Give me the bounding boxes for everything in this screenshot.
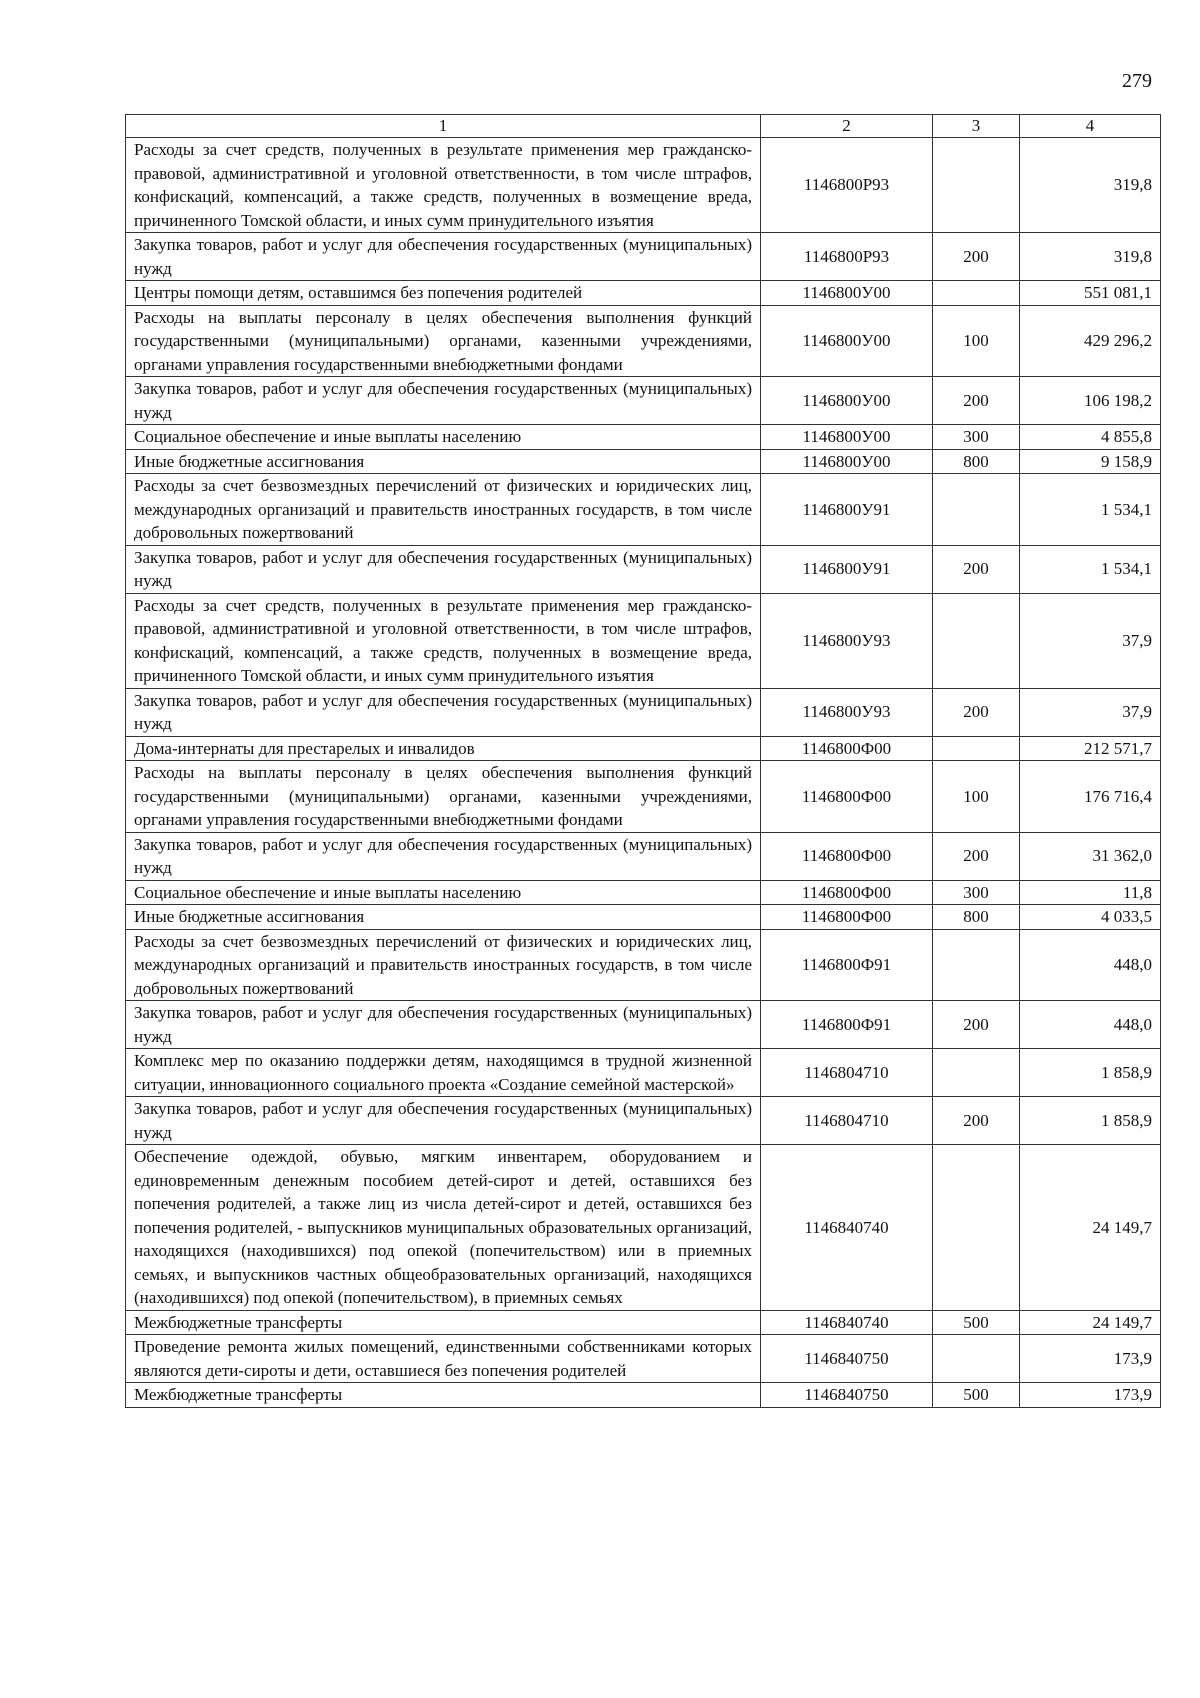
table-row	[126, 281, 1161, 306]
row-description: Расходы на выплаты персоналу в целях обеспечения выполнения функций государственными (муниципальными) органами, казенными учреждениями, органами управления государственными внебюджетными фондами	[126, 305, 761, 377]
row-description: Дома-интернаты для престарелых и инвалидов	[126, 736, 761, 761]
column-header: 2	[761, 115, 933, 138]
row-description: Закупка товаров, работ и услуг для обеспечения государственных (муниципальных) нужд	[126, 1097, 761, 1145]
table-row	[126, 425, 1161, 450]
table-header-row	[126, 115, 1161, 138]
row-target-code: 1146840740	[761, 1310, 933, 1335]
row-amount: 1 858,9	[1020, 1049, 1161, 1097]
row-amount: 319,8	[1020, 233, 1161, 281]
row-target-code: 1146840740	[761, 1145, 933, 1311]
row-target-code: 1146800Ф00	[761, 761, 933, 833]
row-description: Закупка товаров, работ и услуг для обеспечения государственных (муниципальных) нужд	[126, 545, 761, 593]
row-amount: 551 081,1	[1020, 281, 1161, 306]
row-amount: 37,9	[1020, 688, 1161, 736]
table-row	[126, 593, 1161, 688]
row-amount: 173,9	[1020, 1335, 1161, 1383]
column-header: 1	[126, 115, 761, 138]
row-description: Закупка товаров, работ и услуг для обеспечения государственных (муниципальных) нужд	[126, 688, 761, 736]
row-description: Расходы за счет безвозмездных перечислений от физических и юридических лиц, международных организаций и правительств иностранных государств, в том числе добровольных пожертвований	[126, 474, 761, 546]
row-amount: 37,9	[1020, 593, 1161, 688]
row-expense-type: 200	[933, 688, 1020, 736]
row-target-code: 1146800У00	[761, 377, 933, 425]
row-description: Социальное обеспечение и иные выплаты населению	[126, 425, 761, 450]
row-amount: 212 571,7	[1020, 736, 1161, 761]
row-description: Иные бюджетные ассигнования	[126, 449, 761, 474]
table-row	[126, 880, 1161, 905]
row-description: Комплекс мер по оказанию поддержки детям, находящимся в трудной жизненной ситуации, инновационного социального проекта «Создание семейной мастерской»	[126, 1049, 761, 1097]
table-row	[126, 233, 1161, 281]
row-amount: 106 198,2	[1020, 377, 1161, 425]
row-expense-type	[933, 138, 1020, 233]
row-expense-type: 100	[933, 305, 1020, 377]
row-target-code: 1146804710	[761, 1097, 933, 1145]
row-expense-type	[933, 474, 1020, 546]
row-amount: 173,9	[1020, 1383, 1161, 1408]
table-row	[126, 761, 1161, 833]
row-target-code: 1146840750	[761, 1335, 933, 1383]
table-row	[126, 1001, 1161, 1049]
row-target-code: 1146800У91	[761, 474, 933, 546]
row-amount: 429 296,2	[1020, 305, 1161, 377]
table-row	[126, 1383, 1161, 1408]
row-description: Межбюджетные трансферты	[126, 1383, 761, 1408]
row-amount: 448,0	[1020, 1001, 1161, 1049]
row-amount: 4 033,5	[1020, 905, 1161, 930]
table-row	[126, 305, 1161, 377]
row-description: Обеспечение одеждой, обувью, мягким инвентарем, оборудованием и единовременным денежным пособием детей-сирот и детей, оставшихся без попечения родителей, а также лиц из числа детей-сирот и детей, оставшихся без попечения родителей, - выпускников муниципальных образовательных организаций, находящихся (находившихся) под опекой (попечительством) или в приемных семьях, и выпускников частных общеобразовательных организаций, находящихся (находившихся) под опекой (попечительством), в приемных семьях	[126, 1145, 761, 1311]
table-row	[126, 1310, 1161, 1335]
row-target-code: 1146804710	[761, 1049, 933, 1097]
table-row	[126, 905, 1161, 930]
table-row	[126, 929, 1161, 1001]
row-amount: 24 149,7	[1020, 1310, 1161, 1335]
row-amount: 31 362,0	[1020, 832, 1161, 880]
row-description: Закупка товаров, работ и услуг для обеспечения государственных (муниципальных) нужд	[126, 377, 761, 425]
row-target-code: 1146800У91	[761, 545, 933, 593]
row-expense-type: 100	[933, 761, 1020, 833]
row-amount: 448,0	[1020, 929, 1161, 1001]
row-target-code: 1146800Р93	[761, 138, 933, 233]
table-row	[126, 832, 1161, 880]
row-amount: 11,8	[1020, 880, 1161, 905]
row-target-code: 1146800У93	[761, 688, 933, 736]
row-target-code: 1146800У00	[761, 425, 933, 450]
row-target-code: 1146800Ф91	[761, 1001, 933, 1049]
row-description: Социальное обеспечение и иные выплаты населению	[126, 880, 761, 905]
row-target-code: 1146800Ф00	[761, 832, 933, 880]
row-target-code: 1146800Ф00	[761, 880, 933, 905]
row-expense-type	[933, 1335, 1020, 1383]
row-target-code: 1146800Ф91	[761, 929, 933, 1001]
row-description: Центры помощи детям, оставшимся без попечения родителей	[126, 281, 761, 306]
row-amount: 1 534,1	[1020, 545, 1161, 593]
row-amount: 319,8	[1020, 138, 1161, 233]
row-expense-type	[933, 281, 1020, 306]
row-amount: 4 855,8	[1020, 425, 1161, 450]
row-description: Межбюджетные трансферты	[126, 1310, 761, 1335]
row-expense-type: 300	[933, 880, 1020, 905]
budget-table	[125, 114, 1161, 1408]
row-description: Проведение ремонта жилых помещений, единственными собственниками которых являются дети-сироты и дети, оставшиеся без попечения родителей	[126, 1335, 761, 1383]
row-amount: 176 716,4	[1020, 761, 1161, 833]
row-expense-type: 500	[933, 1383, 1020, 1408]
row-expense-type: 800	[933, 449, 1020, 474]
row-expense-type	[933, 1049, 1020, 1097]
table-body	[126, 138, 1161, 1408]
row-description: Расходы за счет безвозмездных перечислений от физических и юридических лиц, международных организаций и правительств иностранных государств, в том числе добровольных пожертвований	[126, 929, 761, 1001]
table-row	[126, 377, 1161, 425]
row-amount: 1 534,1	[1020, 474, 1161, 546]
row-expense-type: 200	[933, 545, 1020, 593]
row-description: Иные бюджетные ассигнования	[126, 905, 761, 930]
table-row	[126, 1097, 1161, 1145]
row-expense-type	[933, 1145, 1020, 1311]
row-target-code: 1146800У00	[761, 449, 933, 474]
row-description: Расходы за счет средств, полученных в результате применения мер гражданско-правовой, административной и уголовной ответственности, в том числе штрафов, конфискаций, компенсаций, а также средств, полученных в возмещение вреда, причиненного Томской области, и иных сумм принудительного изъятия	[126, 138, 761, 233]
row-expense-type: 300	[933, 425, 1020, 450]
row-target-code: 1146800У93	[761, 593, 933, 688]
row-amount: 24 149,7	[1020, 1145, 1161, 1311]
row-description: Закупка товаров, работ и услуг для обеспечения государственных (муниципальных) нужд	[126, 832, 761, 880]
row-description: Закупка товаров, работ и услуг для обеспечения государственных (муниципальных) нужд	[126, 1001, 761, 1049]
row-expense-type	[933, 593, 1020, 688]
table-row	[126, 449, 1161, 474]
table-row	[126, 545, 1161, 593]
row-target-code: 1146800У00	[761, 305, 933, 377]
row-expense-type: 800	[933, 905, 1020, 930]
table-row	[126, 736, 1161, 761]
table-row	[126, 688, 1161, 736]
table-row	[126, 1145, 1161, 1311]
row-expense-type	[933, 736, 1020, 761]
row-description: Расходы на выплаты персоналу в целях обеспечения выполнения функций государственными (муниципальными) органами, казенными учреждениями, органами управления государственными внебюджетными фондами	[126, 761, 761, 833]
row-expense-type: 200	[933, 377, 1020, 425]
column-header: 4	[1020, 115, 1161, 138]
table-row	[126, 1049, 1161, 1097]
row-expense-type: 200	[933, 233, 1020, 281]
table-row	[126, 474, 1161, 546]
row-expense-type	[933, 929, 1020, 1001]
row-expense-type: 500	[933, 1310, 1020, 1335]
row-target-code: 1146800У00	[761, 281, 933, 306]
row-target-code: 1146800Ф00	[761, 736, 933, 761]
row-description: Закупка товаров, работ и услуг для обеспечения государственных (муниципальных) нужд	[126, 233, 761, 281]
row-target-code: 1146840750	[761, 1383, 933, 1408]
row-target-code: 1146800Р93	[761, 233, 933, 281]
column-header: 3	[933, 115, 1020, 138]
page-number: 279	[1122, 70, 1152, 92]
row-description: Расходы за счет средств, полученных в результате применения мер гражданско-правовой, административной и уголовной ответственности, в том числе штрафов, конфискаций, компенсаций, а также средств, полученных в возмещение вреда, причиненного Томской области, и иных сумм принудительного изъятия	[126, 593, 761, 688]
table-row	[126, 138, 1161, 233]
row-amount: 9 158,9	[1020, 449, 1161, 474]
row-amount: 1 858,9	[1020, 1097, 1161, 1145]
row-expense-type: 200	[933, 832, 1020, 880]
row-expense-type: 200	[933, 1097, 1020, 1145]
row-expense-type: 200	[933, 1001, 1020, 1049]
row-target-code: 1146800Ф00	[761, 905, 933, 930]
table-row	[126, 1335, 1161, 1383]
